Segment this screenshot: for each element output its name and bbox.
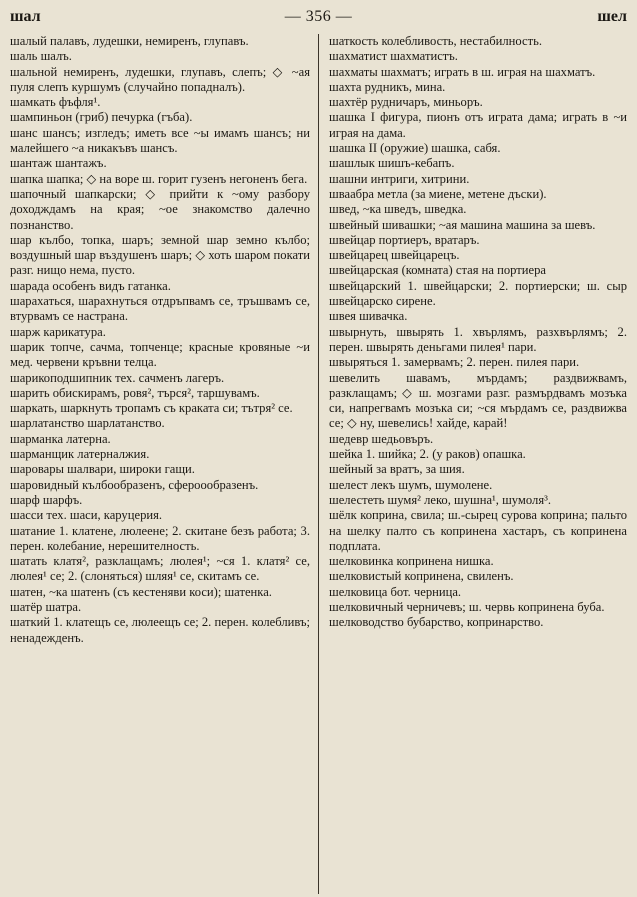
dictionary-entry: шарик топче, сачма, топченце; красные кровяные ~и мед. червени кръвни телца.: [10, 339, 310, 370]
dictionary-entry: швед, ~ка шведъ, шведка.: [329, 202, 467, 217]
dictionary-entry: шатен, ~ка шатенъ (съ кестеняви коси); шатенка.: [10, 584, 272, 599]
dictionary-entry: шарахаться, шарахнуться отдръпвамъ се, тръшвамъ се, втурвамъ се настрана.: [10, 294, 310, 324]
dictionary-entry: шелководство бубарство, копринарство.: [329, 615, 544, 630]
dictionary-entry: шамкать фъфля¹.: [10, 95, 101, 110]
dictionary-entry: швыряться 1. замервамъ; 2. перен. пилея пари.: [329, 355, 580, 370]
column-divider: [318, 34, 319, 894]
dictionary-entry: шелестеть шумя² леко, шушна¹, шумоля³.: [329, 492, 552, 507]
page-header: [10, 8, 627, 30]
dictionary-entry: шампиньон (гриб) печурка (гъба).: [10, 110, 193, 125]
dictionary-entry: шарикоподшипник тех. сачменъ лагеръ.: [10, 370, 225, 385]
dictionary-entry: шарманщик латерналжия.: [10, 447, 150, 462]
dictionary-entry: шелест лекъ шумъ, шумолене.: [329, 477, 493, 492]
dictionary-entry: шатать клатя², разклащамъ; люлея¹; ~ся 1. клатя² се, люлея¹ се; 2. (слоняться) шляя¹ се, скитамъ се.: [10, 554, 310, 584]
dictionary-entry: шашни интриги, хитрини.: [329, 171, 470, 186]
dictionary-entry: шашка II (оружие) шашка, сабя.: [329, 141, 501, 156]
dictionary-entry: шанс шансъ; изгледъ; иметь все ~ы имамъ шансъ; ни малейшего ~а никакъвъ шансъ.: [10, 125, 310, 156]
dictionary-entry: шашлык шишъ-кебапъ.: [329, 156, 455, 171]
dictionary-entry: шелковица бот. черница.: [329, 584, 462, 599]
dictionary-entry: швейцарский 1. швейцарски; 2. портиерски; ш. сыр швейцарско сирене.: [329, 278, 627, 309]
dictionary-entry: шарж карикатура.: [10, 324, 106, 339]
page-number: — 356 —: [284, 8, 353, 25]
dictionary-entry: шаровидный кълбообразенъ, сфероообразенъ.: [10, 477, 259, 492]
dictionary-entry: шахта рудникъ, мина.: [329, 79, 446, 94]
dictionary-entry: шедевр шедьовъръ.: [329, 431, 434, 446]
left-guide-word: шал: [10, 8, 41, 25]
dictionary-entry: шейный за вратъ, за шия.: [329, 462, 465, 477]
left-column: [10, 34, 316, 894]
dictionary-entry: шапочный шапкарски; ◇ прийти к ~ому разбору доходждамъ на края; ~ое знакомство далечно познанство.: [10, 186, 310, 232]
dictionary-entry: шальной немиренъ, лудешки, глупавъ, слепъ; ◇ ~ая пуля слепъ куршумъ (случайно попадналъ).: [10, 64, 310, 94]
dictionary-entry: шаткость колебливость, нестабилность.: [329, 34, 542, 48]
dictionary-entry: швырнуть, швырять 1. хвърлямъ, разхвърлямъ; 2. перен. швырять деньгами пилея¹ пари.: [329, 324, 627, 354]
dictionary-entry: шарлатанство шарлатанство.: [10, 416, 165, 431]
dictionary-entry: шелковичный черничевъ; ш. червь копринена буба.: [329, 599, 605, 614]
dictionary-entry: шатание 1. клатене, люлеене; 2. скитане безъ работа; 3. перен. колебание, нерешителность.: [10, 523, 310, 553]
dictionary-entry: швея шивачка.: [329, 309, 408, 324]
dictionary-entry: шаркать, шаркнуть тропамъ съ краката си; тътря² се.: [10, 401, 293, 416]
dictionary-entry: шелковинка копринена нишка.: [329, 554, 494, 569]
dictionary-entry: швейцарец швейцарецъ.: [329, 248, 460, 263]
dictionary-entry: шашка I фигура, пионъ отъ играта дама; играть в ~и играя на дама.: [329, 110, 627, 140]
dictionary-entry: швейцарская (комната) стая на портиера: [329, 263, 547, 278]
dictionary-entry: шасси тех. шаси, каруцерия.: [10, 508, 163, 523]
dictionary-entry: шарманка латерна.: [10, 431, 111, 446]
dictionary-entry: шевелить шавамъ, мърдамъ; раздвижвамъ, разклащамъ; ◇ ш. мозгами разг. размърдвамъ мозъка си, напрегвамъ мозъка си; ~ся мърдамъ се, раздвижва се; ◇ ну, шевелись! хайде, карай!: [329, 370, 627, 431]
dictionary-entry: шваабра метла (за миене, метене дъски).: [329, 186, 547, 201]
dictionary-entry: шарф шарфъ.: [10, 492, 83, 507]
right-guide-word: шел: [597, 8, 627, 25]
dictionary-entry: шейка 1. шийка; 2. (у раков) опашка.: [329, 447, 526, 462]
columns: [10, 34, 627, 894]
dictionary-entry: шёлк коприна, свила; ш.-сырец сурова коприна; пальто на шелку палто съ копринена хастаръ, съ копринена подплата.: [329, 508, 627, 553]
dictionary-entry: шаткий 1. клатещъ се, люлеещъ се; 2. перен. колебливъ; ненадежденъ.: [10, 615, 310, 645]
dictionary-entry: шантаж шантажъ.: [10, 156, 107, 171]
dictionary-entry: шатёр шатра.: [10, 599, 82, 614]
dictionary-entry: шахматы шахматъ; играть в ш. играя на шахматъ.: [329, 64, 596, 79]
dictionary-entry: шалый палавъ, лудешки, немиренъ, глупавъ.: [10, 34, 249, 48]
dictionary-entry: шарить обискирамъ, ровя², търся², таршувамъ.: [10, 385, 260, 400]
dictionary-entry: шарада особенъ видъ гатанка.: [10, 278, 171, 293]
dictionary-entry: шелковистый копринена, свиленъ.: [329, 569, 514, 584]
right-column: [321, 34, 627, 894]
dictionary-entry: шар кълбо, топка, шаръ; земной шар земно кълбо; воздушный шар въздушенъ шаръ; ◇ хоть шаром покати разг. нищо нема, пусто.: [10, 232, 310, 278]
dictionary-entry: шаровары шалвари, широки гащи.: [10, 462, 195, 477]
dictionary-entry: шаль шалъ.: [10, 49, 72, 64]
dictionary-entry: шахтёр рудничаръ, миньоръ.: [329, 95, 483, 110]
dictionary-entry: шапка шапка; ◇ на воре ш. горит гузенъ негоненъ бега.: [10, 171, 308, 186]
dictionary-entry: шахматист шахматистъ.: [329, 49, 458, 64]
dictionary-entry: швейцар портиеръ, вратаръ.: [329, 232, 480, 247]
dictionary-entry: швейный шивашки; ~ая машина машина за шевъ.: [329, 217, 596, 232]
